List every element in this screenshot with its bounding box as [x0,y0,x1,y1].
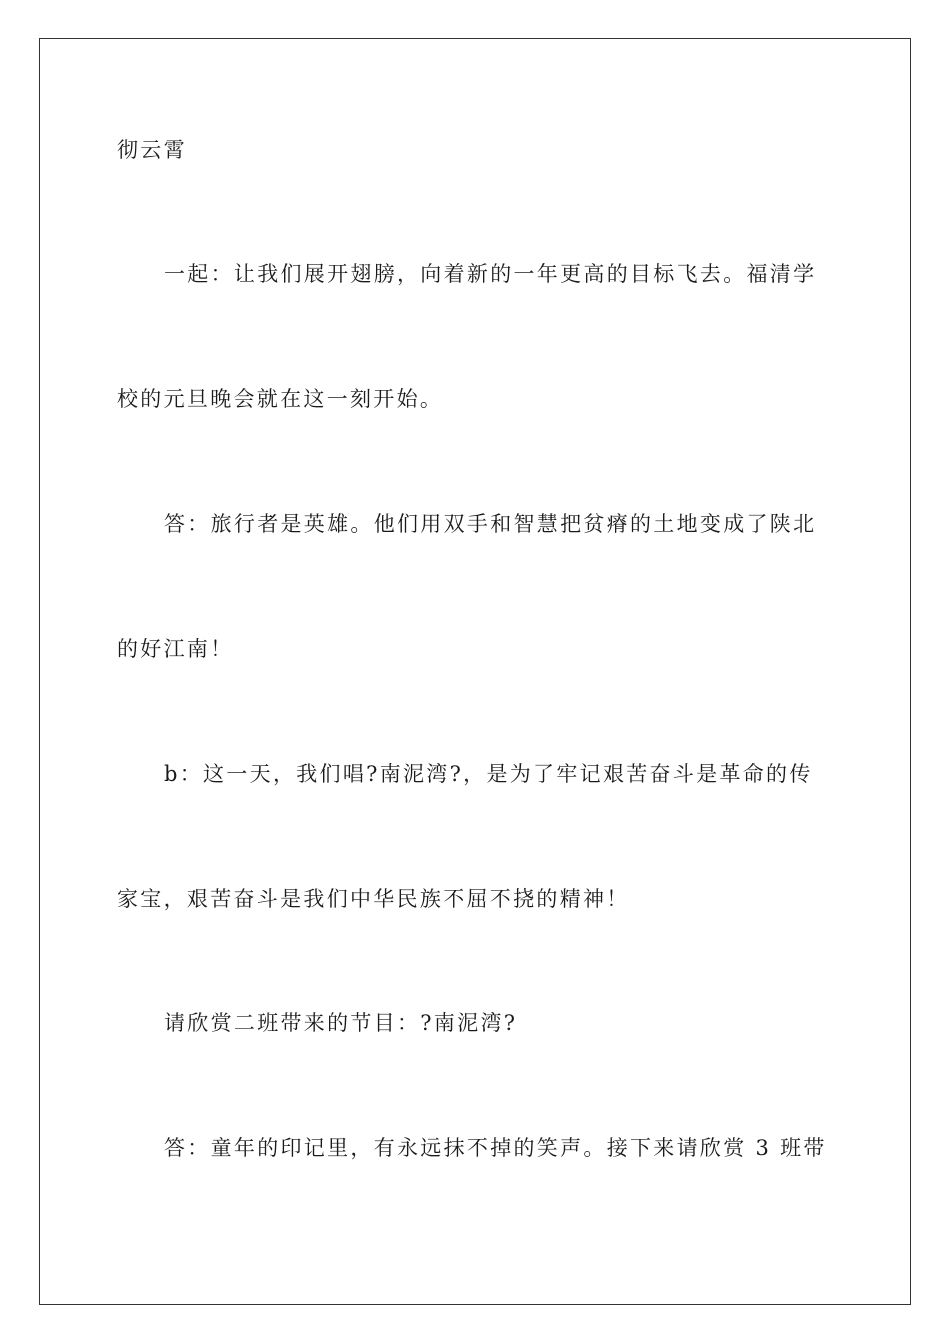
paragraph-line: 答：童年的印记里，有永远抹不掉的笑声。接下来请欣赏 3 班带 [164,1136,827,1160]
text-line: 校的元旦晚会就在这一刻开始。 [117,387,444,411]
text-line: 家宝，艰苦奋斗是我们中华民族不屈不挠的精神！ [117,887,630,911]
paragraph-line: b：这一天，我们唱?南泥湾?，是为了牢记艰苦奋斗是革命的传 [164,762,813,786]
paragraph-line: 一起：让我们展开翅膀，向着新的一年更高的目标飞去。福清学 [164,262,817,286]
page-frame [39,38,911,1305]
text-line: 彻云霄 [117,138,187,162]
paragraph-line: 请欣赏二班带来的节目：?南泥湾? [164,1011,518,1035]
text-line: 的好江南！ [117,637,234,661]
paragraph-line: 答：旅行者是英雄。他们用双手和智慧把贫瘠的土地变成了陕北 [164,512,817,536]
